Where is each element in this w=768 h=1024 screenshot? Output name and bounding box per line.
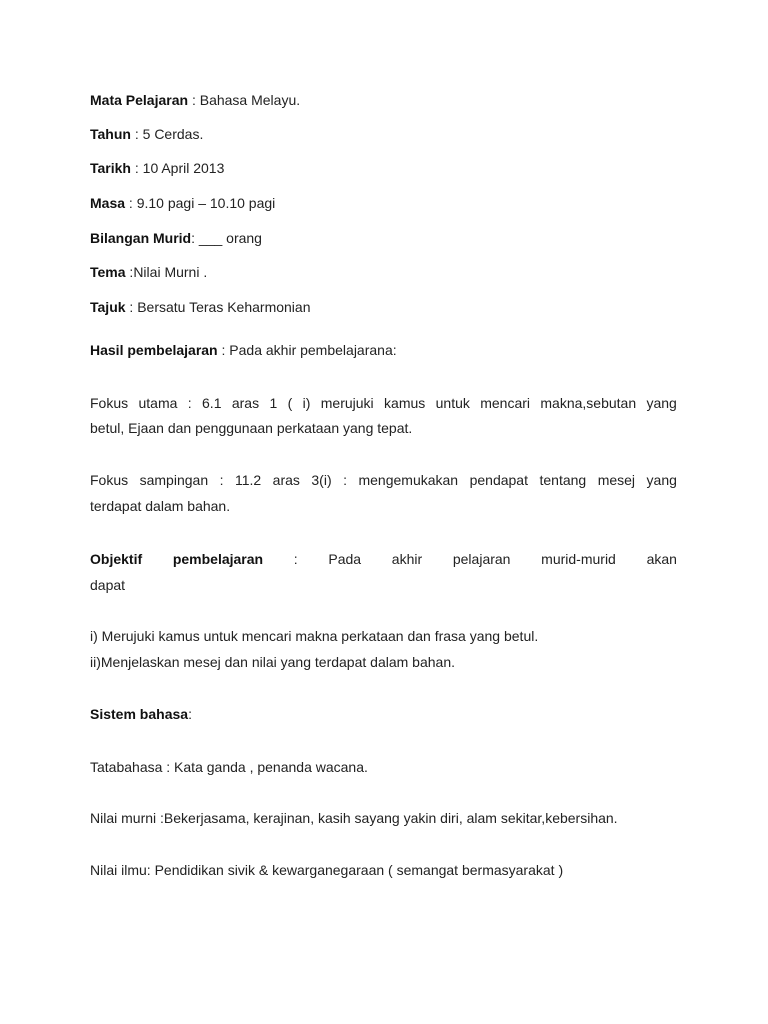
word: Fokus xyxy=(90,395,129,411)
masa-label: Masa xyxy=(90,195,126,211)
tahun-label: Tahun xyxy=(90,126,131,142)
word: i) xyxy=(302,395,311,411)
mata-pelajaran-line xyxy=(90,91,300,109)
sistem-bahasa-label: Sistem bahasa xyxy=(90,706,189,722)
word: untuk xyxy=(435,395,470,411)
tahun-value: : 5 Cerdas. xyxy=(130,126,204,142)
word: mencari xyxy=(480,395,531,411)
mata-pelajaran-value: : Bahasa Melayu. xyxy=(188,92,301,108)
word: murid-murid xyxy=(541,551,616,567)
tajuk-label: Tajuk xyxy=(90,299,126,315)
word: tentang xyxy=(539,472,587,488)
objektif-item-2: ii)Menjelaskan mesej dan nilai yang terdapat dalam bahan. xyxy=(90,654,455,670)
word: yang xyxy=(646,395,677,411)
word: : xyxy=(293,551,298,567)
word: sampingan xyxy=(139,472,209,488)
objektif-label-1: Objektif xyxy=(90,551,143,567)
word: : xyxy=(343,472,347,488)
tema-value: :Nilai Murni . xyxy=(125,264,208,280)
word: 6.1 xyxy=(202,395,222,411)
word: akan xyxy=(646,551,677,567)
tema-label: Tema xyxy=(90,264,126,280)
hasil-pembelajaran-line xyxy=(90,341,397,359)
word: 11.2 xyxy=(234,472,262,488)
word: aras xyxy=(231,395,260,411)
word: akhir xyxy=(391,551,423,567)
word: aras xyxy=(272,472,300,488)
masa-line xyxy=(90,194,275,212)
sistem-bahasa-colon: : xyxy=(188,706,192,722)
fokus-sampingan-line-2: terdapat dalam bahan. xyxy=(90,498,231,514)
sistem-bahasa-line xyxy=(90,705,192,723)
fokus-sampingan-line-1 xyxy=(90,471,677,489)
word: ( xyxy=(287,395,293,411)
objektif-line-1 xyxy=(90,550,677,568)
word: yang xyxy=(646,472,677,488)
bilangan-murid-line xyxy=(90,229,262,247)
word: mengemukakan xyxy=(358,472,459,488)
nilai-murni-line: Nilai murni :Bekerjasama, kerajinan, kasih sayang yakin diri, alam sekitar,kebersihan. xyxy=(90,810,618,826)
word: pelajaran xyxy=(452,551,511,567)
mata-pelajaran-label: Mata Pelajaran xyxy=(90,92,189,108)
fokus-utama-line-1 xyxy=(90,394,677,412)
nilai-ilmu-line: Nilai ilmu: Pendidikan sivik & kewarganegaraan ( semangat bermasyarakat ) xyxy=(90,862,564,878)
word: utama xyxy=(138,395,178,411)
tarikh-line xyxy=(90,159,224,177)
bilangan-murid-label: Bilangan Murid xyxy=(90,230,192,246)
word: 3(i) xyxy=(311,472,332,488)
objektif-line-2: dapat xyxy=(90,577,126,593)
tahun-line xyxy=(90,125,203,143)
hasil-pembelajaran-label: Hasil pembelajaran xyxy=(90,342,218,358)
tajuk-line xyxy=(90,298,310,316)
word: makna,sebutan xyxy=(540,395,637,411)
tarikh-value: : 10 April 2013 xyxy=(130,160,225,176)
word: mesej xyxy=(597,472,636,488)
tarikh-label: Tarikh xyxy=(90,160,131,176)
objektif-item-1: i) Merujuki kamus untuk mencari makna perkataan dan frasa yang betul. xyxy=(90,628,539,644)
fokus-utama-line-2: betul, Ejaan dan penggunaan perkataan yang tepat. xyxy=(90,420,413,436)
hasil-pembelajaran-value: : Pada akhir pembelajarana: xyxy=(217,342,397,358)
masa-value: : 9.10 pagi – 10.10 pagi xyxy=(125,195,276,211)
word: 1 xyxy=(269,395,278,411)
tema-line xyxy=(90,263,207,281)
word: merujuki xyxy=(320,395,374,411)
word: : xyxy=(187,395,192,411)
word: Fokus xyxy=(90,472,129,488)
bilangan-murid-value: : ___ orang xyxy=(191,230,262,246)
word: pendapat xyxy=(469,472,528,488)
tatabahasa-line: Tatabahasa : Kata ganda , penanda wacana. xyxy=(90,759,368,775)
tajuk-value: : Bersatu Teras Keharmonian xyxy=(125,299,311,315)
word: kamus xyxy=(384,395,426,411)
word: : xyxy=(219,472,224,488)
objektif-label-2: pembelajaran xyxy=(172,551,264,567)
word: Pada xyxy=(328,551,362,567)
